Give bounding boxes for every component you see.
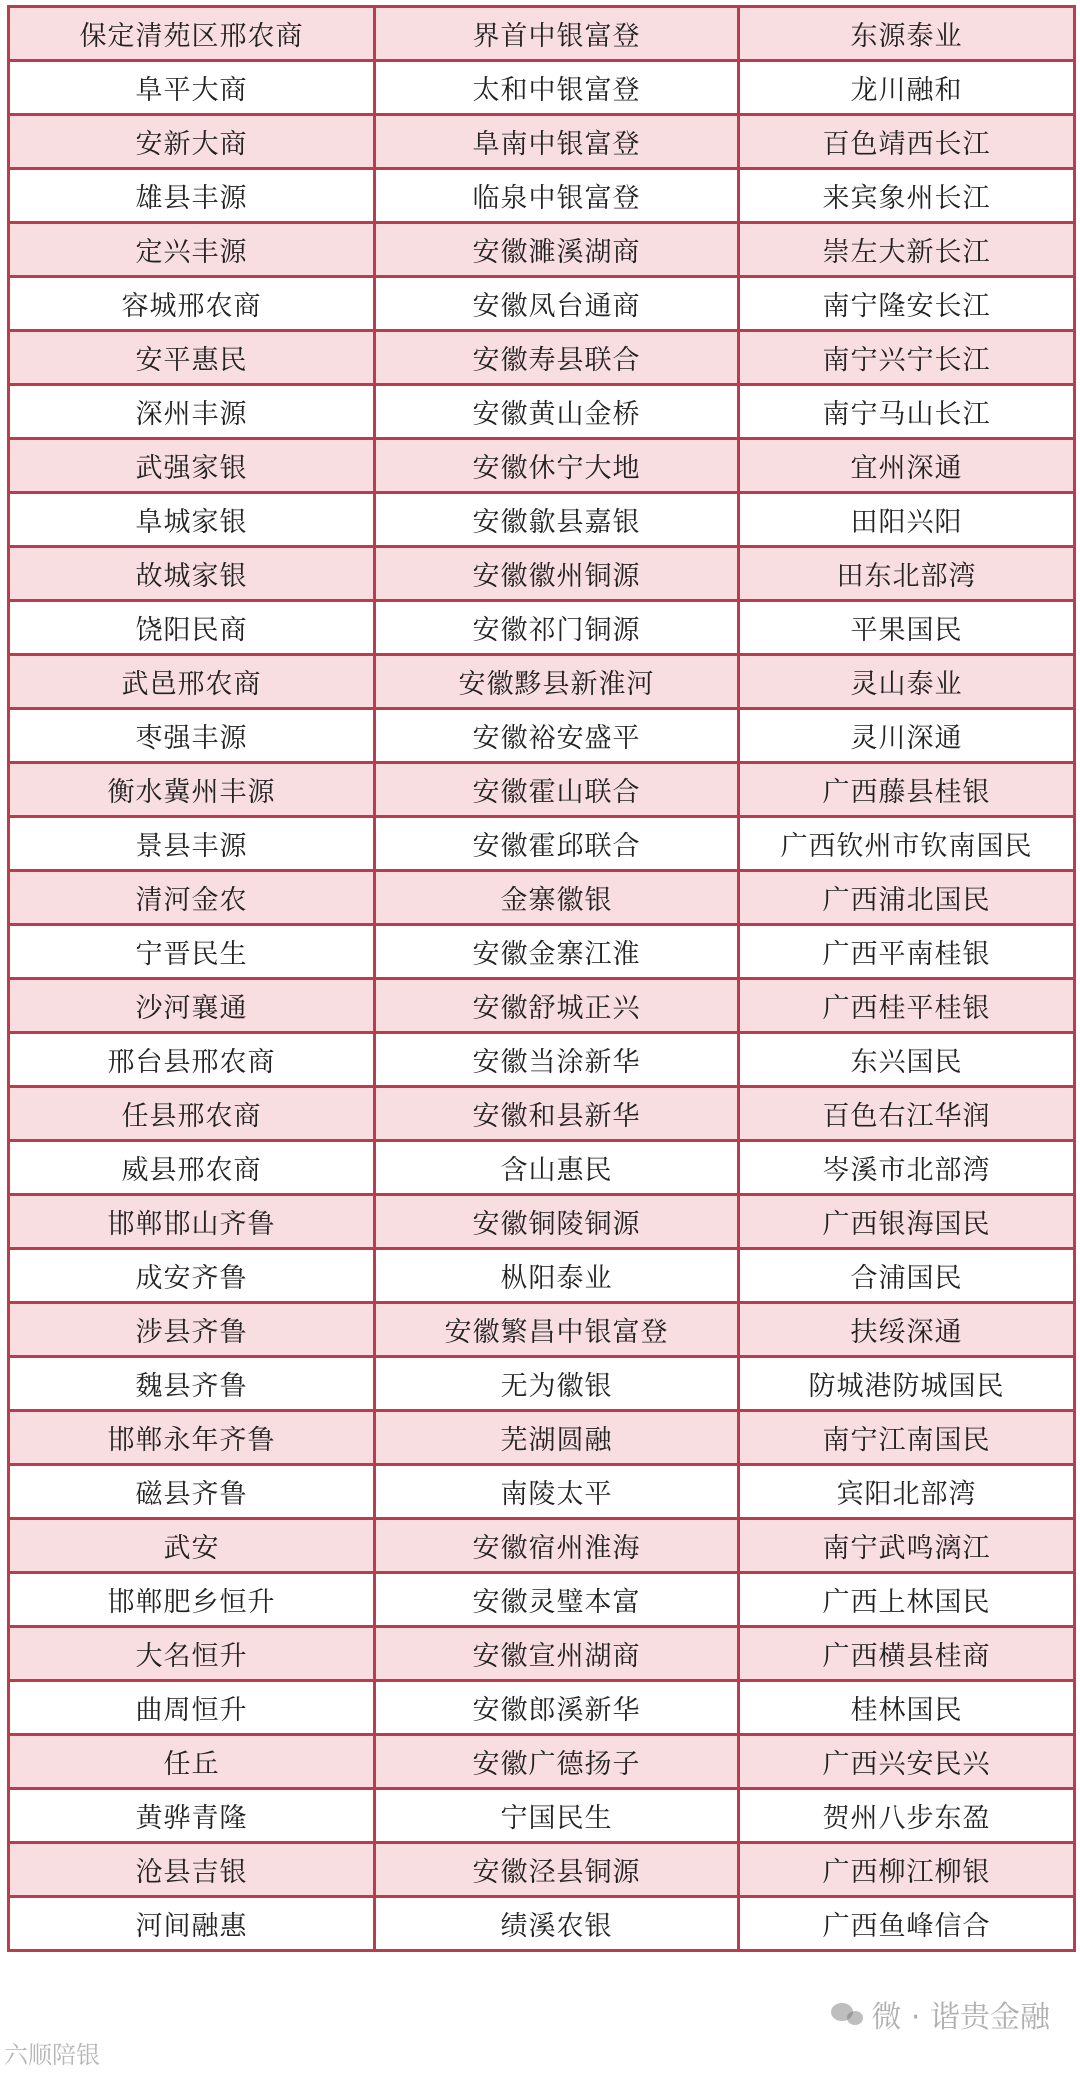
table-row bbox=[9, 1735, 1075, 1789]
table-cell-col3: 田阳兴阳 bbox=[739, 493, 1075, 547]
table-row bbox=[9, 1519, 1075, 1573]
table-cell-col2: 安徽休宁大地 bbox=[375, 439, 739, 493]
table-cell-col1: 故城家银 bbox=[9, 547, 375, 601]
table-row bbox=[9, 169, 1075, 223]
table-row bbox=[9, 871, 1075, 925]
table-cell-col1: 雄县丰源 bbox=[9, 169, 375, 223]
table-row bbox=[9, 1789, 1075, 1843]
table-cell-col1: 容城邢农商 bbox=[9, 277, 375, 331]
table-cell-col3: 广西兴安民兴 bbox=[739, 1735, 1075, 1789]
table-row bbox=[9, 439, 1075, 493]
table-cell-col2: 南陵太平 bbox=[375, 1465, 739, 1519]
table-row bbox=[9, 655, 1075, 709]
table-cell-col2: 安徽广德扬子 bbox=[375, 1735, 739, 1789]
table-cell-col2: 宁国民生 bbox=[375, 1789, 739, 1843]
table-cell-col3: 龙川融和 bbox=[739, 61, 1075, 115]
table-cell-col2: 安徽铜陵铜源 bbox=[375, 1195, 739, 1249]
table-cell-col2: 安徽郎溪新华 bbox=[375, 1681, 739, 1735]
table-cell-col1: 安平惠民 bbox=[9, 331, 375, 385]
table-cell-col2: 界首中银富登 bbox=[375, 7, 739, 61]
table-cell-col3: 广西横县桂商 bbox=[739, 1627, 1075, 1681]
table-cell-col1: 威县邢农商 bbox=[9, 1141, 375, 1195]
table-cell-col2: 安徽黟县新淮河 bbox=[375, 655, 739, 709]
table-cell-col3: 南宁兴宁长江 bbox=[739, 331, 1075, 385]
table-cell-col3: 扶绥深通 bbox=[739, 1303, 1075, 1357]
table-cell-col1: 宁晋民生 bbox=[9, 925, 375, 979]
table-cell-col2: 安徽宿州淮海 bbox=[375, 1519, 739, 1573]
table-cell-col2: 安徽当涂新华 bbox=[375, 1033, 739, 1087]
watermark-left: 六顺陪银 bbox=[4, 2041, 100, 2069]
table-cell-col3: 百色右江华润 bbox=[739, 1087, 1075, 1141]
table-cell-col3: 广西藤县桂银 bbox=[739, 763, 1075, 817]
table-cell-col2: 安徽黄山金桥 bbox=[375, 385, 739, 439]
table-cell-col3: 崇左大新长江 bbox=[739, 223, 1075, 277]
table-cell-col1: 武强家银 bbox=[9, 439, 375, 493]
table-cell-col2: 临泉中银富登 bbox=[375, 169, 739, 223]
table-cell-col2: 安徽歙县嘉银 bbox=[375, 493, 739, 547]
table-cell-col1: 定兴丰源 bbox=[9, 223, 375, 277]
table-cell-col2: 安徽裕安盛平 bbox=[375, 709, 739, 763]
table-cell-col3: 贺州八步东盈 bbox=[739, 1789, 1075, 1843]
table-cell-col3: 灵川深通 bbox=[739, 709, 1075, 763]
bank-list-table bbox=[7, 5, 1076, 1952]
table-cell-col3: 广西银海国民 bbox=[739, 1195, 1075, 1249]
table-cell-col1: 任县邢农商 bbox=[9, 1087, 375, 1141]
table-row bbox=[9, 1195, 1075, 1249]
table-cell-col3: 田东北部湾 bbox=[739, 547, 1075, 601]
table-row bbox=[9, 925, 1075, 979]
table-cell-col1: 魏县齐鲁 bbox=[9, 1357, 375, 1411]
watermark-right bbox=[831, 1992, 1050, 2036]
table-cell-col1: 武邑邢农商 bbox=[9, 655, 375, 709]
table-cell-col1: 涉县齐鲁 bbox=[9, 1303, 375, 1357]
table-cell-col2: 安徽和县新华 bbox=[375, 1087, 739, 1141]
table-row bbox=[9, 1627, 1075, 1681]
table-cell-col3: 广西鱼峰信合 bbox=[739, 1897, 1075, 1951]
table-row bbox=[9, 817, 1075, 871]
table-row bbox=[9, 61, 1075, 115]
table-row bbox=[9, 115, 1075, 169]
table-cell-col1: 沙河襄通 bbox=[9, 979, 375, 1033]
table-cell-col2: 安徽金寨江淮 bbox=[375, 925, 739, 979]
table-cell-col2: 安徽祁门铜源 bbox=[375, 601, 739, 655]
table-cell-col3: 桂林国民 bbox=[739, 1681, 1075, 1735]
table-cell-col3: 南宁江南国民 bbox=[739, 1411, 1075, 1465]
table-cell-col2: 安徽灵璧本富 bbox=[375, 1573, 739, 1627]
table-cell-col3: 合浦国民 bbox=[739, 1249, 1075, 1303]
table-cell-col3: 南宁武鸣漓江 bbox=[739, 1519, 1075, 1573]
table-cell-col2: 安徽凤台通商 bbox=[375, 277, 739, 331]
table-cell-col2: 安徽舒城正兴 bbox=[375, 979, 739, 1033]
table-row bbox=[9, 1411, 1075, 1465]
table-row bbox=[9, 385, 1075, 439]
table-cell-col2: 绩溪农银 bbox=[375, 1897, 739, 1951]
table-cell-col2: 阜南中银富登 bbox=[375, 115, 739, 169]
table-body bbox=[9, 7, 1075, 1951]
table-cell-col1: 深州丰源 bbox=[9, 385, 375, 439]
table-cell-col3: 宾阳北部湾 bbox=[739, 1465, 1075, 1519]
table-row bbox=[9, 1141, 1075, 1195]
table-cell-col3: 百色靖西长江 bbox=[739, 115, 1075, 169]
table-cell-col1: 河间融惠 bbox=[9, 1897, 375, 1951]
wechat-icon bbox=[831, 2001, 865, 2027]
table-cell-col3: 东兴国民 bbox=[739, 1033, 1075, 1087]
table-cell-col3: 东源泰业 bbox=[739, 7, 1075, 61]
table-cell-col3: 宜州深通 bbox=[739, 439, 1075, 493]
table-cell-col2: 无为徽银 bbox=[375, 1357, 739, 1411]
table-cell-col3: 广西平南桂银 bbox=[739, 925, 1075, 979]
table-row bbox=[9, 1681, 1075, 1735]
table-row bbox=[9, 601, 1075, 655]
table-row bbox=[9, 979, 1075, 1033]
table-row bbox=[9, 1303, 1075, 1357]
table-cell-col1: 武安 bbox=[9, 1519, 375, 1573]
table-row bbox=[9, 1249, 1075, 1303]
table-row bbox=[9, 1087, 1075, 1141]
table-cell-col2: 安徽霍邱联合 bbox=[375, 817, 739, 871]
table-row bbox=[9, 1897, 1075, 1951]
table-cell-col3: 岑溪市北部湾 bbox=[739, 1141, 1075, 1195]
table-cell-col2: 太和中银富登 bbox=[375, 61, 739, 115]
table-cell-col2: 枞阳泰业 bbox=[375, 1249, 739, 1303]
table-cell-col1: 枣强丰源 bbox=[9, 709, 375, 763]
table-cell-col1: 邢台县邢农商 bbox=[9, 1033, 375, 1087]
table-cell-col1: 阜城家银 bbox=[9, 493, 375, 547]
table-row bbox=[9, 709, 1075, 763]
table-cell-col3: 防城港防城国民 bbox=[739, 1357, 1075, 1411]
table-cell-col3: 广西浦北国民 bbox=[739, 871, 1075, 925]
table-cell-col2: 安徽徽州铜源 bbox=[375, 547, 739, 601]
table-cell-col2: 安徽霍山联合 bbox=[375, 763, 739, 817]
table-row bbox=[9, 7, 1075, 61]
table-row bbox=[9, 493, 1075, 547]
table-cell-col1: 清河金农 bbox=[9, 871, 375, 925]
table-cell-col3: 广西钦州市钦南国民 bbox=[739, 817, 1075, 871]
table-cell-col1: 黄骅青隆 bbox=[9, 1789, 375, 1843]
table-cell-col2: 安徽繁昌中银富登 bbox=[375, 1303, 739, 1357]
table-cell-col1: 安新大商 bbox=[9, 115, 375, 169]
table-cell-col1: 阜平大商 bbox=[9, 61, 375, 115]
table-cell-col1: 曲周恒升 bbox=[9, 1681, 375, 1735]
bank-list-table-container bbox=[7, 5, 1073, 1952]
table-cell-col1: 任丘 bbox=[9, 1735, 375, 1789]
table-cell-col1: 饶阳民商 bbox=[9, 601, 375, 655]
table-row bbox=[9, 763, 1075, 817]
table-cell-col3: 灵山泰业 bbox=[739, 655, 1075, 709]
table-row bbox=[9, 1033, 1075, 1087]
table-cell-col2: 安徽寿县联合 bbox=[375, 331, 739, 385]
table-cell-col1: 邯郸邯山齐鲁 bbox=[9, 1195, 375, 1249]
table-row bbox=[9, 1465, 1075, 1519]
table-cell-col1: 成安齐鲁 bbox=[9, 1249, 375, 1303]
table-cell-col1: 沧县吉银 bbox=[9, 1843, 375, 1897]
table-cell-col1: 大名恒升 bbox=[9, 1627, 375, 1681]
table-cell-col1: 保定清苑区邢农商 bbox=[9, 7, 375, 61]
table-cell-col1: 衡水冀州丰源 bbox=[9, 763, 375, 817]
table-cell-col1: 景县丰源 bbox=[9, 817, 375, 871]
table-cell-col1: 磁县齐鲁 bbox=[9, 1465, 375, 1519]
table-row bbox=[9, 331, 1075, 385]
watermark-right-text: 微 · 谐贵金融 bbox=[871, 2000, 1050, 2035]
table-cell-col3: 广西上林国民 bbox=[739, 1573, 1075, 1627]
table-row bbox=[9, 1843, 1075, 1897]
table-cell-col3: 平果国民 bbox=[739, 601, 1075, 655]
table-cell-col3: 广西桂平桂银 bbox=[739, 979, 1075, 1033]
table-cell-col3: 广西柳江柳银 bbox=[739, 1843, 1075, 1897]
table-row bbox=[9, 277, 1075, 331]
table-cell-col3: 南宁隆安长江 bbox=[739, 277, 1075, 331]
table-cell-col2: 芜湖圆融 bbox=[375, 1411, 739, 1465]
table-row bbox=[9, 1573, 1075, 1627]
table-row bbox=[9, 1357, 1075, 1411]
table-cell-col2: 安徽宣州湖商 bbox=[375, 1627, 739, 1681]
table-row bbox=[9, 547, 1075, 601]
table-cell-col3: 来宾象州长江 bbox=[739, 169, 1075, 223]
table-row bbox=[9, 223, 1075, 277]
table-cell-col2: 安徽泾县铜源 bbox=[375, 1843, 739, 1897]
table-cell-col3: 南宁马山长江 bbox=[739, 385, 1075, 439]
table-cell-col1: 邯郸永年齐鲁 bbox=[9, 1411, 375, 1465]
table-cell-col1: 邯郸肥乡恒升 bbox=[9, 1573, 375, 1627]
table-cell-col2: 含山惠民 bbox=[375, 1141, 739, 1195]
table-cell-col2: 安徽濉溪湖商 bbox=[375, 223, 739, 277]
table-cell-col2: 金寨徽银 bbox=[375, 871, 739, 925]
